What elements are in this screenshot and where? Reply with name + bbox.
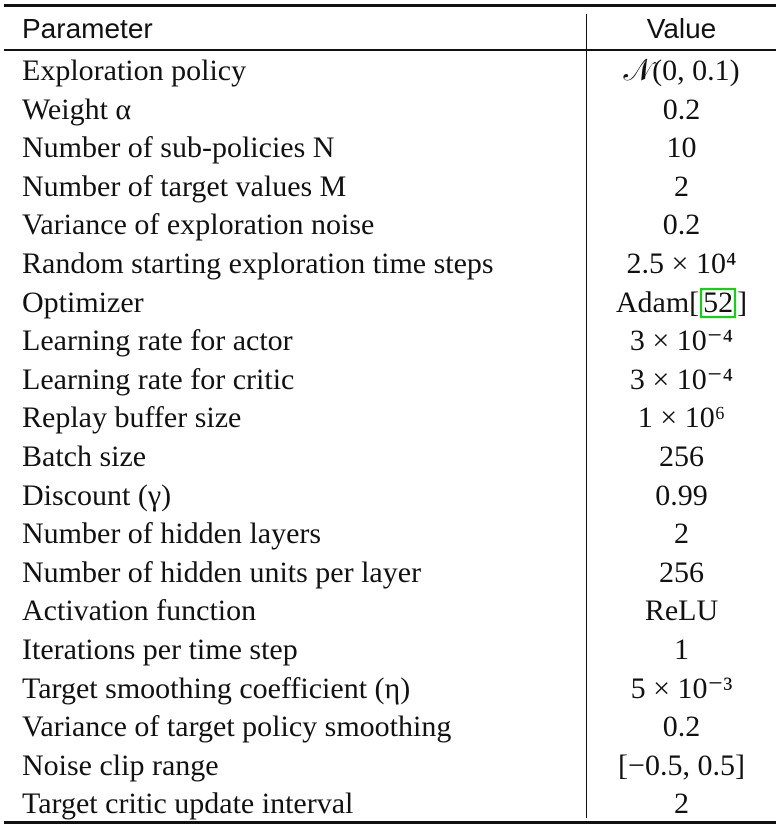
header-value: Value [646, 13, 717, 44]
value-cell: 5 × 10⁻³ [630, 671, 733, 705]
parameter-cell: Learning rate for actor [22, 324, 293, 358]
table-row [4, 52, 776, 91]
parameter-cell: Number of sub-policies N [22, 131, 335, 165]
value-cell: 2 [674, 169, 689, 203]
table-row [4, 592, 776, 631]
value-cell: 0.2 [662, 710, 701, 744]
value-cell: 10 [666, 131, 697, 165]
value-cell: 256 [659, 555, 704, 589]
table-row [4, 708, 776, 747]
optimizer-name: Adam[ [615, 285, 700, 319]
table-row [4, 477, 776, 516]
parameter-cell: Variance of target policy smoothing [22, 710, 452, 744]
table-row [4, 284, 776, 323]
value-cell: 2 [674, 517, 689, 551]
table-row [4, 785, 776, 824]
value-cell: 2.5 × 10⁴ [626, 246, 737, 280]
header-parameter: Parameter [22, 13, 153, 44]
parameter-cell: Number of hidden units per layer [22, 555, 422, 589]
value-cell: [−0.5, 0.5] [618, 748, 745, 782]
table-row [4, 554, 776, 593]
parameter-cell: Variance of exploration noise [22, 208, 375, 242]
table-row [4, 129, 776, 168]
value-cell: 0.2 [662, 208, 701, 242]
parameter-cell: Number of hidden layers [22, 517, 322, 551]
parameter-cell: Activation function [22, 594, 257, 628]
value-cell: 0.2 [662, 92, 701, 126]
table-header [4, 9, 776, 47]
parameter-cell: Exploration policy [22, 54, 247, 87]
table-row [4, 747, 776, 786]
bottom-rule [4, 821, 776, 824]
value-cell: 0.99 [655, 478, 708, 512]
table-row [4, 322, 776, 361]
parameter-cell: Learning rate for critic [22, 362, 295, 396]
parameter-cell: Number of target values M [22, 169, 347, 203]
parameter-cell: Target critic update interval [22, 787, 354, 821]
value-cell: 3 × 10⁻⁴ [629, 362, 734, 396]
parameter-cell: Batch size [22, 439, 147, 473]
parameter-cell: Random starting exploration time steps [22, 246, 494, 280]
hyperparameter-table [4, 4, 776, 824]
parameter-cell: Noise clip range [22, 748, 219, 782]
table-row [4, 515, 776, 554]
table-row [4, 670, 776, 709]
table-row [4, 168, 776, 207]
table-body [4, 52, 776, 824]
citation-close-bracket: ] [737, 285, 748, 319]
parameter-cell: Optimizer [22, 285, 144, 319]
value-cell: 256 [659, 439, 704, 473]
value-cell: 1 [674, 632, 689, 666]
value-cell: 2 [674, 787, 689, 821]
table-row [4, 206, 776, 245]
parameter-cell: Iterations per time step [22, 632, 298, 666]
table-row [4, 91, 776, 130]
citation-link[interactable]: 52 [700, 288, 736, 318]
value-cell [587, 284, 776, 322]
table-row [4, 631, 776, 670]
value-cell: 3 × 10⁻⁴ [629, 324, 734, 358]
parameter-cell: Weight α [22, 92, 132, 126]
top-rule [4, 4, 776, 7]
parameter-cell: Replay buffer size [22, 401, 242, 435]
header-rule [4, 49, 776, 51]
parameter-cell: Target smoothing coefficient (η) [22, 671, 411, 705]
value-cell: 𝒩(0, 0.1) [623, 54, 740, 87]
table-row [4, 399, 776, 438]
table-row [4, 245, 776, 284]
value-cell: ReLU [644, 594, 719, 628]
table-row [4, 438, 776, 477]
table-row [4, 361, 776, 400]
parameter-cell: Discount (γ) [22, 478, 172, 512]
value-cell: 1 × 10⁶ [637, 401, 726, 435]
